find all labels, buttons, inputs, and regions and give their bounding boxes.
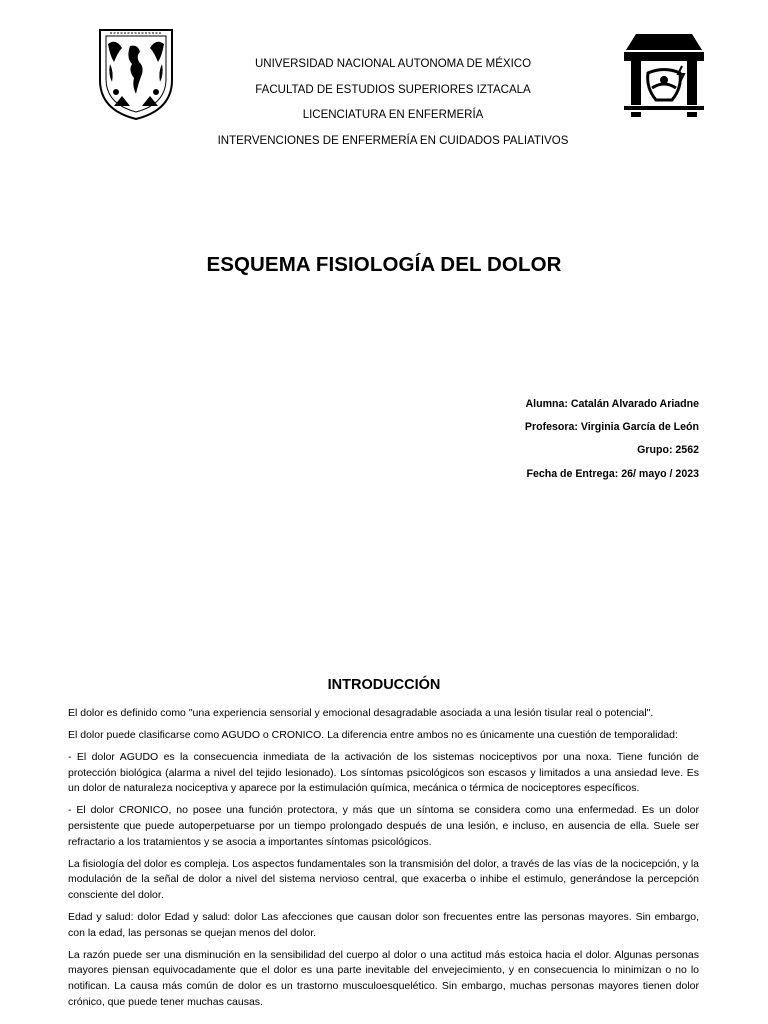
course-name: INTERVENCIONES DE ENFERMERÍA EN CUIDADOS PALIATIVOS xyxy=(217,134,569,147)
delivery-date: Fecha de Entrega: 26/ mayo / 2023 xyxy=(526,467,699,480)
institution-header xyxy=(150,52,636,154)
paragraph: El dolor puede clasificarse como AGUDO o CRONICO. La diferencia entre ambos no es únicamente una cuestión de temporalidad: xyxy=(68,729,678,742)
student-name: Alumna: Catalán Alvarado Ariadne xyxy=(525,398,699,410)
introduction-heading: INTRODUCCIÓN xyxy=(327,677,441,693)
document-title: ESQUEMA FISIOLOGÍA DEL DOLOR xyxy=(206,253,562,276)
group-number: Grupo: 2562 xyxy=(637,444,699,457)
university-name: UNIVERSIDAD NACIONAL AUTONOMA DE MÉXICO xyxy=(254,58,532,70)
paragraph: La razón puede ser una disminución en la sensibilidad del cuerpo al dolor o una actitud más estoica hacia el dolor. Algunas personas mayores piensan equivocadamente que el dolor es una parte inevitable del envejecimiento, y en consecuencia lo minimizan o no lo notifican. La causa más común de dolor es un trastorno musculoesquelético. Sin embargo, muchas personas mayores tienen dolor crónico, que puede tener muchas causas. xyxy=(68,948,699,1008)
student-info xyxy=(525,393,699,486)
paragraph: El dolor es definido como "una experiencia sensorial y emocional desagradable asociada a una lesión tisular real o potencial". xyxy=(68,707,654,719)
paragraph: La fisiología del dolor es compleja. Los aspectos fundamentales son la transmisión del dolor, a través de las vías de la nocicepción, y la modulación de la señal de dolor a nivel del sistema nervioso central, que exacerba o inhibe el estimulo, generándose la percepción consciente del dolor. xyxy=(68,857,699,901)
degree-name: LICENCIATURA EN ENFERMERÍA xyxy=(302,109,484,122)
paragraph: - El dolor CRONICO, no posee una función protectora, y más que un síntoma se considera como una enfermedad. Es un dolor persistente que puede autoperpetuarse por un tiempo prolongado después de una lesión, e incluso, en ausencia de ella. Suele ser refractario a los tratamientos y se asocia a importantes síntomas psicológicos. xyxy=(68,804,699,848)
professor-name: Profesora: Virginia García de León xyxy=(524,421,699,434)
paragraph: - El dolor AGUDO es la consecuencia inmediata de la activación de los sistemas nociceptivos por una noxa. Tiene función de protección biológica (alarma a nivel del tejido lesionado). Los síntomas psicológicos son escasos y limitados a una ansiedad leve. Es un dolor de naturaleza nociceptiva y aparece por la estimulación química, mecánica o térmica de nociceptores específicos. xyxy=(68,751,699,795)
paragraph: Edad y salud: dolor Edad y salud: dolor Las afecciones que causan dolor son frecuentes entre las personas mayores. Sin embargo, con la edad, las personas se quejan menos del dolor. xyxy=(68,911,699,939)
introduction-body xyxy=(68,706,699,1017)
faculty-name: FACULTAD DE ESTUDIOS SUPERIORES IZTACALA xyxy=(255,83,531,96)
